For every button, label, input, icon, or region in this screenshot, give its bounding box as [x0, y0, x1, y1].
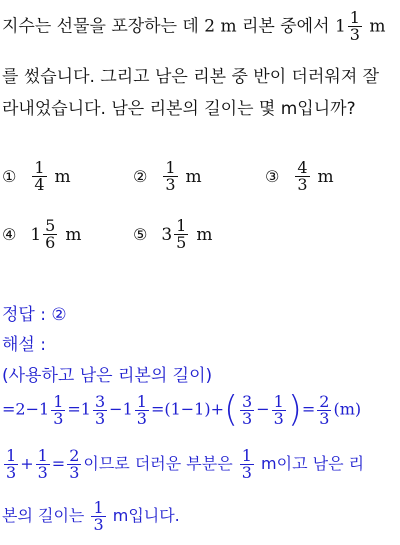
fraction: [91, 500, 105, 533]
fraction: [317, 391, 331, 428]
numerator: 1: [165, 158, 176, 177]
fraction: [174, 218, 188, 251]
fraction: [135, 391, 149, 428]
big-paren-open: (: [224, 389, 239, 430]
numerator: 5: [45, 216, 56, 235]
denominator: 3: [319, 408, 330, 428]
question-text: 지수는 선물을 포장하는 데: [2, 16, 205, 37]
denominator: 4: [34, 175, 45, 194]
numerator: 1: [34, 158, 45, 177]
denominator: 5: [176, 233, 187, 252]
eq-text: =: [51, 454, 66, 473]
numerator: 4: [297, 158, 308, 177]
question-line-1: [2, 10, 385, 43]
denominator: 3: [349, 25, 360, 44]
numerator: 1: [136, 391, 147, 411]
denominator: 3: [242, 408, 253, 428]
denominator: 3: [37, 463, 48, 482]
explanation-heading: 해설 :: [2, 335, 46, 355]
fraction: [240, 391, 254, 428]
mixed-whole: 3: [161, 224, 173, 245]
choice-mark: ③: [265, 167, 280, 186]
fraction: [43, 218, 57, 251]
eq-text: =(1−1)+: [150, 399, 224, 419]
choice-2[interactable]: [133, 160, 202, 193]
numerator: 1: [53, 391, 64, 411]
unit: m: [54, 166, 71, 187]
mixed-whole: 1: [39, 399, 50, 419]
choice-4[interactable]: [2, 218, 81, 251]
answer-label: 정답 : ②: [2, 305, 67, 325]
unit: m: [65, 224, 82, 245]
numerator: 3: [242, 391, 253, 411]
numerator: 1: [273, 391, 284, 411]
numerator: 1: [241, 446, 252, 465]
numerator: 1: [6, 446, 17, 465]
numerator: 1: [37, 446, 48, 465]
denominator: 3: [297, 175, 308, 194]
eq-text: 본의 길이는: [2, 506, 90, 525]
fraction: [240, 448, 254, 481]
fraction: [32, 160, 46, 193]
mixed-whole: 1: [80, 399, 91, 419]
denominator: 3: [69, 463, 80, 482]
choice-mark: ②: [133, 167, 148, 186]
eq-text: −: [109, 399, 123, 419]
denominator: 3: [136, 408, 147, 428]
eq-text: =: [67, 399, 81, 419]
fraction: [348, 10, 362, 43]
numerator: 2: [319, 391, 330, 411]
eq-text: =2−: [2, 399, 39, 419]
question-line-3: 라내었습니다. 남은 리본의 길이는 몇 m입니까?: [2, 99, 356, 119]
eq-text: m입니다.: [107, 506, 180, 525]
choice-1[interactable]: [2, 160, 71, 193]
fraction: [295, 160, 309, 193]
explanation-subheading: (사용하고 남은 리본의 길이): [2, 366, 213, 386]
unit: m: [196, 224, 213, 245]
numerator: 3: [94, 391, 106, 411]
eq-text: =: [301, 399, 316, 419]
denominator: 3: [6, 463, 17, 482]
explanation-line-3: [2, 500, 180, 533]
question-text: 리본 중에서: [236, 16, 335, 37]
fraction: [272, 391, 286, 428]
denominator: 3: [93, 515, 104, 534]
unit: m: [369, 16, 386, 37]
fraction: [4, 448, 18, 481]
fraction: [51, 391, 65, 428]
eq-text: 이므로 더러운 부분은: [83, 454, 238, 473]
numerator: 2: [69, 446, 80, 465]
mixed-whole: 1: [334, 16, 346, 37]
denominator: 3: [165, 175, 176, 194]
fraction: [93, 391, 107, 428]
choice-mark: ⑤: [133, 225, 148, 244]
numerator: 1: [93, 498, 104, 517]
choice-mark: ④: [2, 225, 17, 244]
denominator: 3: [273, 408, 284, 428]
question-line-2: 를 썼습니다. 그리고 남은 리본 중 반이 더러워져 잘: [2, 67, 380, 87]
eq-text: m이고 남은 리: [255, 454, 365, 473]
choice-3[interactable]: [265, 160, 334, 193]
denominator: 3: [94, 408, 106, 428]
mixed-whole: 1: [30, 224, 42, 245]
numerator: 1: [176, 216, 187, 235]
denominator: 3: [241, 463, 252, 482]
unit: m: [317, 166, 334, 187]
unit: m: [185, 166, 202, 187]
fraction: [163, 160, 177, 193]
explanation-line-2: [2, 448, 364, 481]
explanation-equation: [2, 389, 362, 430]
big-paren-close: ): [287, 389, 302, 430]
ribbon-length: 2 m: [204, 16, 237, 37]
mixed-whole: 1: [122, 399, 133, 419]
denominator: 3: [53, 408, 64, 428]
denominator: 6: [45, 233, 56, 252]
fraction: [67, 448, 81, 481]
numerator: 1: [349, 8, 360, 27]
eq-text: −: [256, 399, 270, 419]
choice-5[interactable]: [133, 218, 212, 251]
fraction: [36, 448, 50, 481]
eq-text: (m): [333, 399, 362, 419]
choice-mark: ①: [2, 167, 17, 186]
eq-text: +: [20, 454, 34, 473]
